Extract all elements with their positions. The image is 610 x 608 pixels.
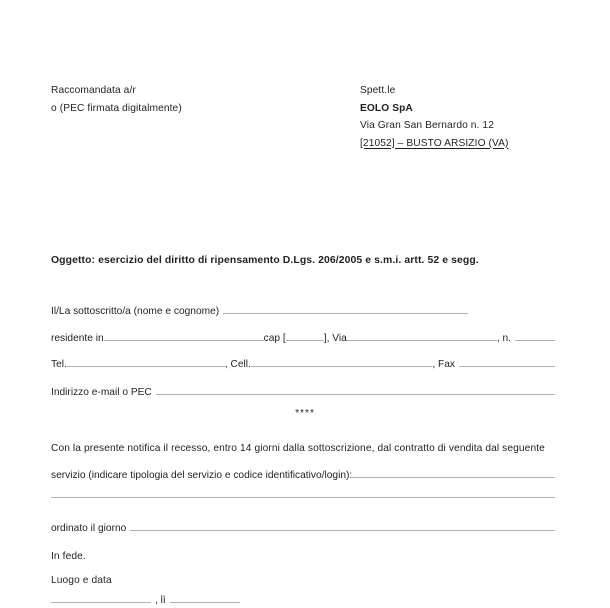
nome-cognome-blank[interactable] <box>223 303 468 314</box>
residenza-blank[interactable] <box>104 330 264 341</box>
ordinato-blank[interactable] <box>130 520 555 531</box>
recipient-city: [21052] – BUSTO ARSIZIO (VA) <box>360 137 509 149</box>
field-row-email <box>51 384 555 400</box>
in-fede-text: In fede. <box>51 551 86 562</box>
field-row-residenza <box>51 330 555 346</box>
li-label: , lì <box>155 595 166 606</box>
data-blank[interactable] <box>170 592 240 603</box>
telefono-label: Tel. <box>51 359 67 370</box>
recipient-salutation: Spett.le <box>360 85 396 96</box>
field-row-ordinato <box>51 520 555 536</box>
servizio-label: servizio (indicare tipologia del servizio e codice identificativo/login): <box>51 470 353 481</box>
fax-label: , Fax <box>432 359 455 370</box>
sender-block <box>51 82 182 117</box>
fax-blank[interactable] <box>459 356 555 367</box>
cellulare-blank[interactable] <box>251 356 432 367</box>
telefono-blank[interactable] <box>67 356 225 367</box>
email-blank[interactable] <box>156 384 555 395</box>
civico-blank[interactable] <box>515 330 555 341</box>
luogo-e-data-label: Luogo e data <box>51 575 112 586</box>
via-blank[interactable] <box>347 330 497 341</box>
servizio-continuation-blank[interactable] <box>51 497 555 498</box>
recipient-street: Via Gran San Bernardo n. 12 <box>360 120 494 131</box>
sender-line-pec: o (PEC firmata digitalmente) <box>51 102 182 114</box>
recipient-company: EOLO SpA <box>360 102 413 114</box>
residente-label: residente in <box>51 333 104 344</box>
servizio-blank[interactable] <box>352 467 555 478</box>
ordinato-label: ordinato il giorno <box>51 523 127 534</box>
recipient-address-block <box>360 82 509 152</box>
subject-line: Oggetto: esercizio del diritto di ripensamento D.Lgs. 206/2005 e s.m.i. artt. 52 e segg. <box>51 255 479 266</box>
body-paragraph: Con la presente notifica il recesso, entro 14 giorni dalla sottoscrizione, dal contratto di vendita dal seguente <box>51 443 545 454</box>
email-label: Indirizzo e-mail o PEC <box>51 387 152 398</box>
asterisk-separator: **** <box>295 408 315 419</box>
cap-label: cap [ <box>263 333 286 344</box>
sender-line-raccomandata: Raccomandata a/r <box>51 85 136 96</box>
luogo-blank[interactable] <box>51 592 151 603</box>
civico-label: , n. <box>496 333 511 344</box>
cap-blank[interactable] <box>286 330 324 341</box>
nome-cognome-label: Il/La sottoscritto/a (nome e cognome) <box>51 306 220 317</box>
cellulare-label: , Cell. <box>224 359 251 370</box>
field-row-servizio <box>51 467 555 483</box>
field-row-nome-cognome <box>51 303 468 319</box>
via-label: ], Via <box>323 333 347 344</box>
field-row-contatti <box>51 356 555 372</box>
